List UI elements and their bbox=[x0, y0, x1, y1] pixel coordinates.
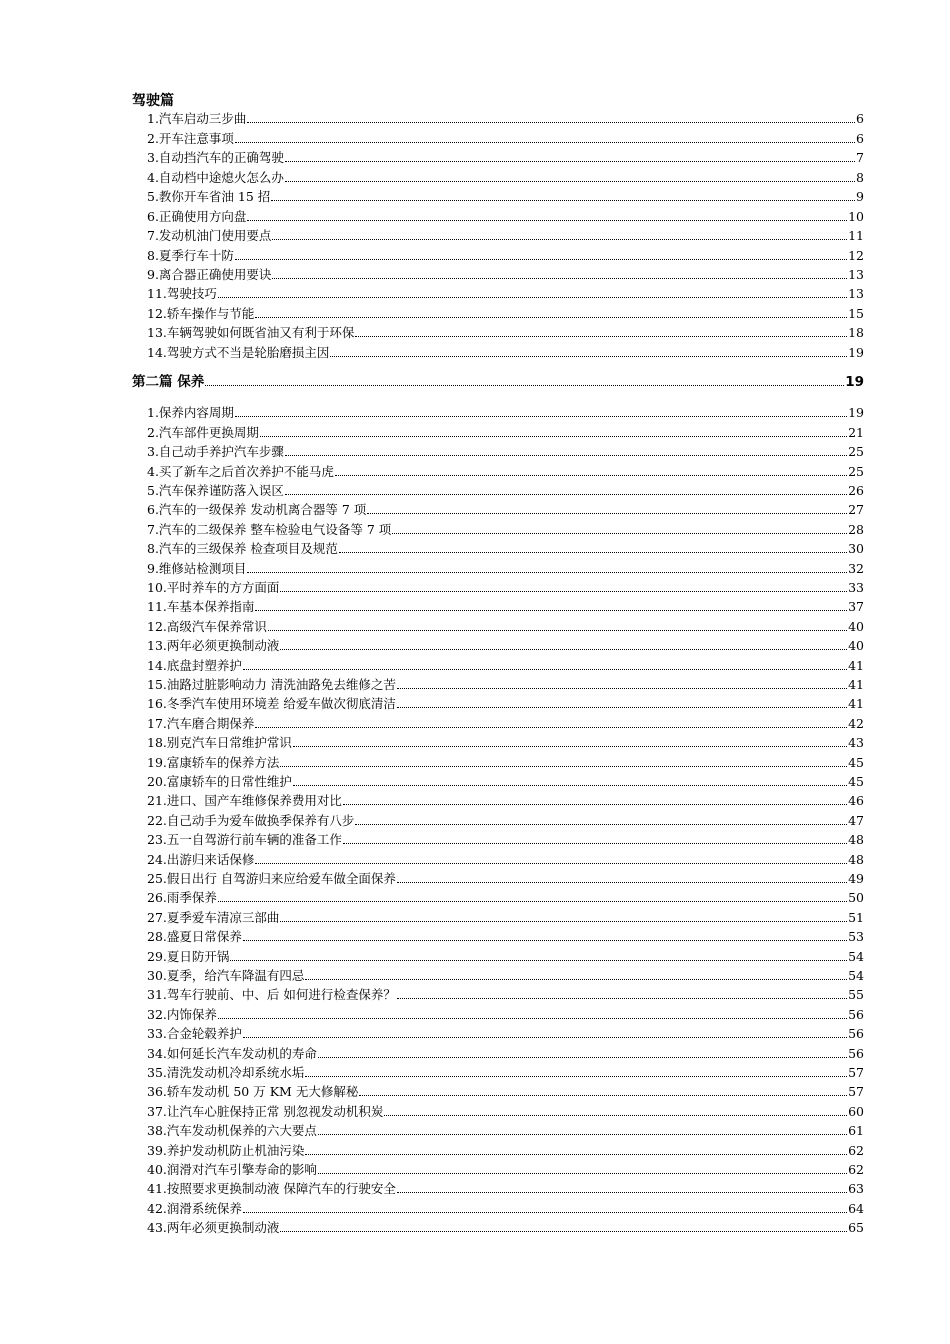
toc-entry-title: 37.让汽车心脏保持正常 别忽视发动机积炭 bbox=[147, 1103, 384, 1119]
toc-entry-title: 12.轿车操作与节能 bbox=[147, 305, 255, 321]
toc-entry-page: 63 bbox=[848, 1181, 864, 1197]
dot-leader bbox=[272, 239, 847, 240]
toc-entry-title: 19.富康轿车的保养方法 bbox=[147, 754, 280, 770]
dot-leader bbox=[355, 824, 847, 825]
toc-entry-page: 51 bbox=[848, 909, 864, 925]
dot-leader bbox=[271, 200, 855, 201]
toc-entry[interactable] bbox=[147, 244, 864, 263]
dot-leader bbox=[247, 572, 847, 573]
toc-entry-title: 26.雨季保养 bbox=[147, 890, 217, 906]
toc-entry[interactable] bbox=[147, 538, 864, 557]
dot-leader bbox=[343, 804, 847, 805]
toc-entry-title: 31.驾车行驶前、中、后 如何进行检查保养？ bbox=[147, 987, 396, 1003]
dot-leader bbox=[243, 940, 847, 941]
toc-entry[interactable] bbox=[147, 596, 864, 615]
dot-leader bbox=[335, 475, 847, 476]
toc-entry[interactable] bbox=[147, 887, 864, 906]
toc-entry-title: 42.润滑系统保养 bbox=[147, 1200, 242, 1216]
dot-leader bbox=[280, 1231, 847, 1232]
toc-entry[interactable] bbox=[147, 421, 864, 440]
toc-entry-title: 14.底盘封塑养护 bbox=[147, 657, 242, 673]
toc-entry-page: 25 bbox=[848, 463, 864, 479]
toc-entry-page: 56 bbox=[848, 1006, 864, 1022]
toc-entry[interactable] bbox=[147, 712, 864, 731]
dot-leader bbox=[255, 610, 847, 611]
toc-entry[interactable] bbox=[147, 848, 864, 867]
toc-entry-page: 64 bbox=[848, 1200, 864, 1216]
toc-entry-title: 4.买了新车之后首次养护不能马虎 bbox=[147, 463, 334, 479]
dot-leader bbox=[243, 1037, 847, 1038]
dot-leader bbox=[318, 1134, 847, 1135]
toc-entry[interactable] bbox=[147, 1178, 864, 1197]
toc-entry-title: 18.别克汽车日常维护常识 bbox=[147, 735, 292, 751]
toc-entry-page: 57 bbox=[848, 1064, 864, 1080]
toc-entry-title: 2.开车注意事项 bbox=[147, 130, 234, 146]
dot-leader bbox=[285, 161, 855, 162]
dot-leader bbox=[280, 649, 847, 650]
toc-entry-page: 13 bbox=[848, 286, 864, 302]
toc-entry-title: 12.高级汽车保养常识 bbox=[147, 618, 267, 634]
toc-entry-title: 10.平时养车的方方面面 bbox=[147, 579, 280, 595]
toc-entry[interactable] bbox=[147, 674, 864, 693]
toc-entry-title: 30.夏季，给汽车降温有四忌 bbox=[147, 967, 305, 983]
dot-leader bbox=[397, 1192, 847, 1193]
toc-entry-page: 9 bbox=[856, 189, 864, 205]
dot-leader bbox=[255, 317, 847, 318]
toc-entry[interactable] bbox=[147, 225, 864, 244]
dot-leader bbox=[268, 630, 847, 631]
dot-leader bbox=[305, 1076, 847, 1077]
toc-entry[interactable] bbox=[147, 205, 864, 224]
toc-entry[interactable] bbox=[147, 809, 864, 828]
dot-leader bbox=[255, 863, 847, 864]
toc-entry-title: 7.汽车的二级保养 整车检验电气设备等 7 项 bbox=[147, 521, 392, 537]
toc-entry-page: 54 bbox=[848, 967, 864, 983]
dot-leader bbox=[397, 707, 847, 708]
toc-entry-title: 20.富康轿车的日常性维护 bbox=[147, 773, 292, 789]
dot-leader bbox=[255, 727, 847, 728]
toc-entry[interactable] bbox=[147, 499, 864, 518]
toc-entry-page: 50 bbox=[848, 890, 864, 906]
toc-entry[interactable] bbox=[147, 1042, 864, 1061]
toc-entry-title: 5.汽车保养谨防落入误区 bbox=[147, 482, 284, 498]
toc-entry-title: 11.驾驶技巧 bbox=[147, 286, 217, 302]
dot-leader bbox=[272, 278, 847, 279]
toc-entry-page: 30 bbox=[848, 541, 864, 557]
toc-entry[interactable] bbox=[147, 926, 864, 945]
toc-entry-title: 8.夏季行车十防 bbox=[147, 247, 234, 263]
toc-entry[interactable] bbox=[147, 1139, 864, 1158]
dot-leader bbox=[293, 746, 847, 747]
toc-entry[interactable] bbox=[147, 635, 864, 654]
toc-entry[interactable] bbox=[147, 868, 864, 887]
toc-entry[interactable] bbox=[147, 518, 864, 537]
toc-entry-page: 45 bbox=[848, 773, 864, 789]
toc-entry-page: 62 bbox=[848, 1161, 864, 1177]
dot-leader bbox=[285, 181, 855, 182]
toc-entry-title: 23.五一自驾游行前车辆的准备工作 bbox=[147, 832, 342, 848]
toc-entry-page: 12 bbox=[848, 247, 864, 263]
toc-entry-title: 14.驾驶方式不当是轮胎磨损主因 bbox=[147, 344, 330, 360]
toc-entry-page: 48 bbox=[848, 832, 864, 848]
toc-entry-page: 54 bbox=[848, 948, 864, 964]
toc-entry[interactable] bbox=[147, 1062, 864, 1081]
toc-entry-title: 11.车基本保养指南 bbox=[147, 599, 255, 615]
toc-entry[interactable] bbox=[147, 441, 864, 460]
toc-entry-title: 4.自动档中途熄火怎么办 bbox=[147, 169, 284, 185]
toc-entry-page: 7 bbox=[856, 150, 864, 166]
toc-entry-title: 28.盛夏日常保养 bbox=[147, 929, 242, 945]
toc-entry[interactable] bbox=[147, 829, 864, 848]
toc-entry-title: 6.汽车的一级保养 发动机离合器等 7 项 bbox=[147, 502, 367, 518]
toc-entry-page: 21 bbox=[848, 424, 864, 440]
toc-entry[interactable] bbox=[147, 460, 864, 479]
toc-entry-page: 49 bbox=[848, 870, 864, 886]
toc-entry-title: 40.润滑对汽车引擎寿命的影响 bbox=[147, 1161, 317, 1177]
toc-entry-page: 61 bbox=[848, 1123, 864, 1139]
dot-leader bbox=[230, 960, 847, 961]
toc-entry[interactable] bbox=[147, 945, 864, 964]
dot-leader bbox=[397, 998, 847, 999]
toc-entry-page: 26 bbox=[848, 482, 864, 498]
toc-entry-page: 19 bbox=[848, 405, 864, 421]
dot-leader bbox=[343, 843, 847, 844]
dot-leader bbox=[243, 1212, 847, 1213]
toc-entry-title: 36.轿车发动机 50 万 KM 无大修解秘 bbox=[147, 1084, 359, 1100]
toc-entry-title: 34.如何延长汽车发动机的寿命 bbox=[147, 1045, 317, 1061]
toc-entry-page: 13 bbox=[848, 266, 864, 282]
dot-leader bbox=[367, 513, 847, 514]
toc-entry[interactable] bbox=[147, 127, 864, 146]
toc-entry-title: 39.养护发动机防止机油污染 bbox=[147, 1142, 305, 1158]
dot-leader bbox=[397, 882, 847, 883]
dot-leader bbox=[280, 921, 847, 922]
toc-entry-page: 19 bbox=[848, 344, 864, 360]
toc-entry-title: 32.内饰保养 bbox=[147, 1006, 217, 1022]
toc-entry[interactable] bbox=[147, 1159, 864, 1178]
toc-entry[interactable] bbox=[147, 732, 864, 751]
toc-entry-title: 1.保养内容周期 bbox=[147, 405, 234, 421]
toc-entry-page: 11 bbox=[848, 228, 864, 244]
dot-leader bbox=[285, 455, 847, 456]
toc-entry-page: 40 bbox=[848, 638, 864, 654]
toc-entry[interactable] bbox=[147, 771, 864, 790]
toc-entry-page: 10 bbox=[848, 208, 864, 224]
toc-entry-title: 3.自己动手养护汽车步骤 bbox=[147, 444, 284, 460]
toc-entry[interactable] bbox=[147, 693, 864, 712]
toc-entry-page: 41 bbox=[848, 676, 864, 692]
toc-entry-title: 9.离合器正确使用要诀 bbox=[147, 266, 272, 282]
section-heading-driving: 驾驶篇 bbox=[132, 93, 174, 109]
toc-entry-page: 45 bbox=[848, 754, 864, 770]
dot-leader bbox=[384, 1115, 847, 1116]
dot-leader bbox=[235, 142, 855, 143]
dot-leader bbox=[235, 416, 847, 417]
toc-entry[interactable] bbox=[147, 341, 864, 360]
toc-entry-title: 7.发动机油门使用要点 bbox=[147, 228, 272, 244]
dot-leader bbox=[260, 436, 847, 437]
toc-entry[interactable] bbox=[147, 906, 864, 925]
toc-entry-title: 43.两年必须更换制动液 bbox=[147, 1220, 280, 1236]
toc-entry-page: 55 bbox=[848, 987, 864, 1003]
toc-entry[interactable] bbox=[147, 303, 864, 322]
toc-entry-page: 48 bbox=[848, 851, 864, 867]
dot-leader bbox=[318, 1057, 847, 1058]
toc-entry[interactable] bbox=[147, 264, 864, 283]
dot-leader bbox=[392, 533, 847, 534]
toc-entry[interactable] bbox=[147, 166, 864, 185]
toc-entry-title: 22.自己动手为爱车做换季保养有八步 bbox=[147, 812, 355, 828]
toc-entry[interactable] bbox=[147, 1100, 864, 1119]
toc-entry-title: 17.汽车磨合期保养 bbox=[147, 715, 255, 731]
toc-entry-page: 15 bbox=[848, 305, 864, 321]
dot-leader bbox=[218, 297, 847, 298]
toc-entry-title: 15.油路过脏影响动力 清洗油路免去维修之苦 bbox=[147, 676, 396, 692]
toc-entry-title: 38.汽车发动机保养的六大要点 bbox=[147, 1123, 317, 1139]
section-heading-maintenance[interactable] bbox=[132, 371, 864, 390]
toc-entry[interactable] bbox=[147, 108, 864, 127]
toc-entry[interactable] bbox=[147, 751, 864, 770]
dot-leader bbox=[247, 122, 855, 123]
dot-leader bbox=[318, 1173, 847, 1174]
toc-entry-page: 53 bbox=[848, 929, 864, 945]
toc-entry-title: 35.清洗发动机冷却系统水垢 bbox=[147, 1064, 305, 1080]
toc-entry-title: 5.教你开车省油 15 招 bbox=[147, 189, 271, 205]
toc-entry[interactable] bbox=[147, 1023, 864, 1042]
toc-entry[interactable] bbox=[147, 654, 864, 673]
toc-entry-page: 41 bbox=[848, 696, 864, 712]
toc-entry[interactable] bbox=[147, 186, 864, 205]
toc-entry[interactable] bbox=[147, 1081, 864, 1100]
dot-leader bbox=[280, 591, 847, 592]
dot-leader bbox=[218, 901, 847, 902]
toc-entry-page: 46 bbox=[848, 793, 864, 809]
toc-entry-title: 8.汽车的三级保养 检查项目及规范 bbox=[147, 541, 338, 557]
toc-entry-title: 33.合金轮毂养护 bbox=[147, 1026, 242, 1042]
toc-entry-page: 6 bbox=[856, 111, 864, 127]
toc-entry-page: 8 bbox=[856, 169, 864, 185]
toc-entry-title: 27.夏季爱车清凉三部曲 bbox=[147, 909, 280, 925]
toc-entry-page: 18 bbox=[848, 325, 864, 341]
dot-leader bbox=[247, 220, 847, 221]
toc-entry-title: 25.假日出行 自驾游归来应给爱车做全面保养 bbox=[147, 870, 396, 886]
toc-entry-title: 29.夏日防开锅 bbox=[147, 948, 230, 964]
toc-entry[interactable] bbox=[147, 402, 864, 421]
toc-entry[interactable] bbox=[147, 480, 864, 499]
dot-leader bbox=[205, 385, 844, 386]
dot-leader bbox=[305, 979, 847, 980]
toc-entry-page: 43 bbox=[848, 735, 864, 751]
toc-entry-page: 47 bbox=[848, 812, 864, 828]
toc-entry[interactable] bbox=[147, 1003, 864, 1022]
toc-entry-title: 3.自动挡汽车的正确驾驶 bbox=[147, 150, 284, 166]
toc-entry-title: 1.汽车启动三步曲 bbox=[147, 111, 247, 127]
toc-entry-page: 60 bbox=[848, 1103, 864, 1119]
dot-leader bbox=[339, 552, 847, 553]
toc-entry-title: 16.冬季汽车使用环境差 给爱车做次彻底清洁 bbox=[147, 696, 396, 712]
dot-leader bbox=[235, 259, 847, 260]
toc-entry-page: 33 bbox=[848, 579, 864, 595]
dot-leader bbox=[397, 688, 847, 689]
toc-entry-title: 21.进口、国产车维修保养费用对比 bbox=[147, 793, 342, 809]
section-heading-title: 第二篇 保养 bbox=[132, 374, 205, 391]
dot-leader bbox=[359, 1095, 847, 1096]
toc-entry-page: 42 bbox=[848, 715, 864, 731]
toc-entry-title: 41.按照要求更换制动液 保障汽车的行驶安全 bbox=[147, 1181, 396, 1197]
dot-leader bbox=[218, 1018, 847, 1019]
section-heading-page: 19 bbox=[845, 374, 864, 391]
dot-leader bbox=[293, 785, 847, 786]
dot-leader bbox=[305, 1154, 847, 1155]
toc-entry[interactable] bbox=[147, 790, 864, 809]
toc-entry-page: 40 bbox=[848, 618, 864, 634]
toc-entry[interactable] bbox=[147, 322, 864, 341]
toc-entry-page: 62 bbox=[848, 1142, 864, 1158]
toc-entry[interactable] bbox=[147, 577, 864, 596]
toc-entry-page: 57 bbox=[848, 1084, 864, 1100]
toc-entry-page: 32 bbox=[848, 560, 864, 576]
toc-entry-page: 56 bbox=[848, 1026, 864, 1042]
dot-leader bbox=[280, 766, 847, 767]
toc-entry-page: 6 bbox=[856, 130, 864, 146]
toc-entry[interactable] bbox=[147, 147, 864, 166]
toc-entry[interactable] bbox=[147, 1197, 864, 1216]
toc-entry[interactable] bbox=[147, 1120, 864, 1139]
toc-entry-title: 24.出游归来话保修 bbox=[147, 851, 255, 867]
toc-entry-title: 9.维修站检测项目 bbox=[147, 560, 247, 576]
toc-entry-page: 41 bbox=[848, 657, 864, 673]
toc-entry-page: 65 bbox=[848, 1220, 864, 1236]
dot-leader bbox=[355, 336, 847, 337]
toc-entry[interactable] bbox=[147, 965, 864, 984]
toc-entry-title: 6.正确使用方向盘 bbox=[147, 208, 247, 224]
dot-leader bbox=[243, 669, 847, 670]
toc-entry[interactable] bbox=[147, 984, 864, 1003]
toc-entry-page: 25 bbox=[848, 444, 864, 460]
dot-leader bbox=[330, 356, 847, 357]
toc-entry-page: 37 bbox=[848, 599, 864, 615]
toc-entry[interactable] bbox=[147, 615, 864, 634]
dot-leader bbox=[285, 494, 847, 495]
toc-entry-page: 27 bbox=[848, 502, 864, 518]
toc-entry-title: 13.两年必须更换制动液 bbox=[147, 638, 280, 654]
toc-entry-page: 28 bbox=[848, 521, 864, 537]
toc-entry[interactable] bbox=[147, 557, 864, 576]
toc-entry-page: 56 bbox=[848, 1045, 864, 1061]
toc-entry[interactable] bbox=[147, 1217, 864, 1236]
toc-entry-title: 13.车辆驾驶如何既省油又有利于环保 bbox=[147, 325, 355, 341]
toc-entry[interactable] bbox=[147, 283, 864, 302]
toc-entry-title: 2.汽车部件更换周期 bbox=[147, 424, 259, 440]
